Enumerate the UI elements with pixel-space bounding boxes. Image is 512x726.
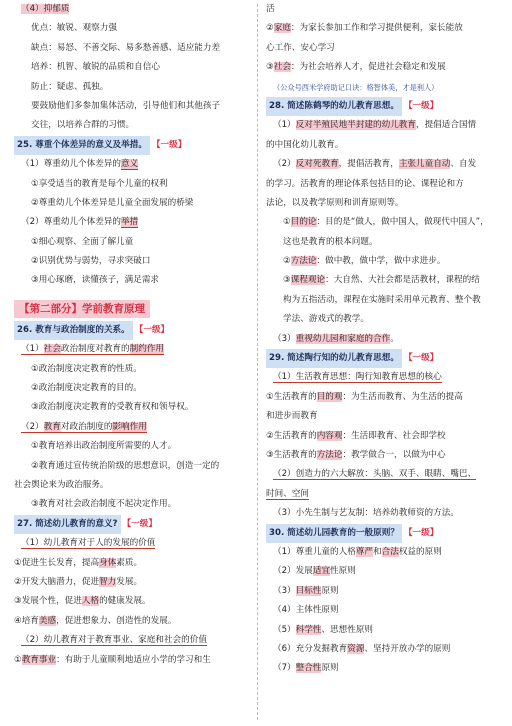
question-28-heading: 28. 简述陈鹤琴的幼儿教育思想。 【一级】: [266, 97, 502, 116]
text-line: 优点：敏锐、观察力强: [31, 23, 117, 34]
question-27-heading: 27. 简述幼儿教育的意义? 【一级】: [14, 515, 250, 534]
text-line: ②方法论：做中教，做中学，做中求进步。: [283, 256, 446, 267]
text-line: ①细心观察、全面了解儿童: [31, 236, 134, 247]
text-line: ①生活教育的目的观：为生活而教育、为生活的提高: [266, 391, 463, 402]
text-line: 活: [266, 4, 275, 14]
text-line: （6）充分发掘教育资源、坚持开放办学的原则: [273, 643, 451, 654]
left-column: [14, 0, 250, 670]
text-line: ①促进生长发育，提高身体素质。: [14, 557, 143, 568]
text-line: 这也是教育的根本问题。: [283, 236, 378, 247]
text-line: 培养：机智、敏锐的品质和自信心: [31, 62, 160, 73]
text-line: （2）反对死教育，提倡活教育，主张儿童自动、自发: [273, 159, 477, 170]
text-line: 的中国化幼儿教育。: [266, 139, 344, 150]
text-line: 社会舆论来为政治服务。: [14, 479, 109, 490]
text-line: 构为五指活动，课程在实施时采用单元教育、整个教: [283, 294, 481, 305]
text-line: （1）社会政治制度对教育的制约作用: [21, 344, 165, 355]
text-line: （3）重视幼儿园和家庭的合作。: [273, 333, 399, 344]
right-column: [266, 0, 502, 679]
text-line: 防止：疑虑、孤独。: [31, 81, 109, 92]
text-line: （2）创造力的六大解放：头脑、双手、眼睛、嘴巴、: [273, 469, 477, 480]
mnemonic-note: （公众号西米学府助记口诀：格智体美，才是利人）: [273, 82, 439, 92]
text-line: （1）幼儿教育对于人的发展的价值: [21, 538, 156, 549]
question-26-heading: 26. 教育与政治制度的关系。 【一级】: [14, 321, 250, 340]
text-line: ①目的论：目的是“做人，做中国人，做现代中国人”，: [283, 217, 489, 228]
text-line: ②尊重幼儿个体差异是儿童全面发展的桥梁: [31, 197, 194, 208]
text-line: ②生活教育的内容观：生活即教育、社会即学校: [266, 430, 446, 441]
text-line: 学法、游戏式的教学。: [283, 314, 369, 325]
column-divider: [257, 4, 258, 720]
text-line: （2）教育对政治制度的影响作用: [21, 421, 147, 432]
text-line: 心工作、安心学习: [266, 42, 335, 53]
text-line: （3）小先生制与艺友制：培养幼教师资的方法。: [273, 508, 459, 519]
text-line: 时间、空间: [266, 488, 309, 499]
text-line: ②开发大脑潜力，促进智力发展。: [14, 576, 143, 587]
part-2-heading: 【第二部分】学前教育原理: [14, 299, 250, 321]
text-line: 要鼓励他们多参加集体活动，引导他们和其他孩子: [31, 100, 221, 111]
text-line: （1）生活教育思想：陶行知教育思想的核心: [273, 372, 442, 383]
text-line: ①政治制度决定教育的性质。: [31, 363, 142, 374]
text-line: 缺点：易怒、不善交际、易多愁善感、适应能力差: [31, 42, 221, 53]
text-line: （1）反对半殖民地半封建的幼儿教育，提倡适合国情: [273, 120, 477, 131]
question-25-heading: 25. 尊重个体差异的意义及举措。 【一级】: [14, 136, 250, 155]
text-line: ②政治制度决定教育的目的。: [31, 383, 142, 394]
melancholic-heading: （4）抑郁质: [21, 4, 70, 14]
text-line: ③生活教育的方法论：教学做合一，以做为中心: [266, 449, 446, 460]
text-line: ①教育事业：有助于儿童顺利地适应小学的学习和生: [14, 654, 211, 665]
text-line: （7）整合性原则: [273, 663, 339, 674]
text-line: ③课程观论：大自然、大社会都是活教材，课程的结: [283, 275, 480, 286]
question-29-heading: 29. 简述陶行知的幼儿教育思想。 【一级】: [266, 349, 502, 368]
text-line: ①教育培养出政治制度所需要的人才。: [31, 441, 177, 452]
text-line: ①享受适当的教育是每个儿童的权利: [31, 178, 168, 189]
text-line: （2）尊重幼儿个体差异的举措: [21, 217, 139, 228]
text-line: （4）主体性原则: [273, 605, 339, 616]
text-line: ③社会：为社会培养人才，促进社会稳定和发展: [266, 62, 446, 73]
text-line: （1）尊重儿童的人格尊严和合法权益的原则: [273, 546, 442, 557]
text-line: （3）目标性原则: [273, 585, 339, 596]
text-line: 和进步而教育: [266, 411, 318, 422]
question-30-heading: 30. 简述幼儿园教育的一般原则？ 【一级】: [266, 524, 502, 543]
text-line: ②教育通过宣传统治阶级的思想意识，创造一定的: [31, 460, 220, 471]
text-line: （2）发展适宜性原则: [273, 566, 356, 577]
text-line: ②家庭：为家长参加工作和学习提供便利，家长能放: [266, 23, 463, 34]
text-line: 交往，以培养合群的习惯。: [31, 120, 135, 131]
text-line: 法论，以及教学原则和训育原则等。: [266, 197, 404, 208]
text-line: ③政治制度决定教育的受教育权和领导权。: [31, 402, 194, 413]
text-line: （5）科学性、思想性原则: [273, 624, 374, 635]
text-line: 的学习。活教育的理论体系包括目的论、课程论和方: [266, 178, 464, 189]
text-line: （2）幼儿教育对于教育事业、家庭和社会的价值: [21, 635, 207, 646]
text-line: ④培育美感，促进想象力、创造性的发展。: [14, 615, 177, 626]
text-line: ③用心琢磨，读懂孩子，满足需求: [31, 275, 160, 286]
text-line: ③发展个性，促进人格的健康发展。: [14, 596, 151, 607]
text-line: ②识别优势与弱势，寻求突破口: [31, 256, 151, 267]
text-line: ③教育对社会政治制度不起决定作用。: [31, 499, 177, 510]
text-line: （1）尊重幼儿个体差异的意义: [21, 159, 139, 170]
